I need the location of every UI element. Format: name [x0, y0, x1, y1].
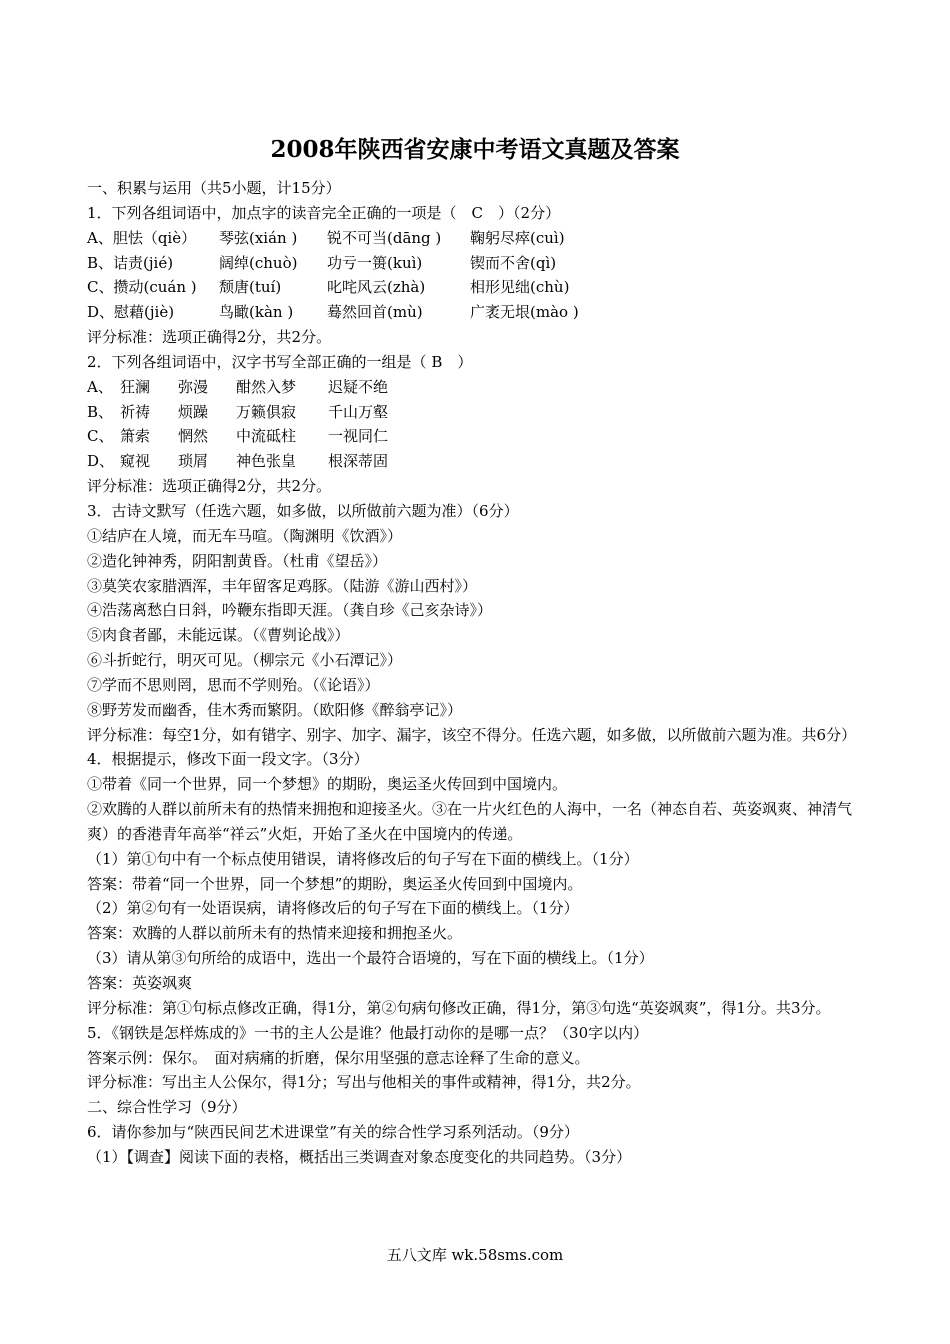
option-cell: B、诘责(jié) — [87, 253, 174, 272]
section-heading-1: 一、积累与运用（共5小题，计15分） — [87, 179, 341, 197]
poem-line: ⑤肉食者鄙，未能远谋。（《曹刿论战》） — [87, 626, 350, 645]
poem-line: ⑦学而不思则罔，思而不学则殆。（《论语》） — [87, 675, 380, 694]
option-cell: 根深蒂固 — [328, 452, 389, 471]
option-cell: 琴弦(xián ) — [219, 228, 298, 247]
option-cell: 广袤无垠(mào ) — [470, 303, 579, 322]
question-4-scoring: 评分标准：第①句标点修改正确，得1分，第②句病句修改正确，得1分，第③句选“英姿飒爽”，得1分。共3分。 — [87, 998, 831, 1017]
option-cell: 锐不可当(dāng ) — [327, 228, 442, 247]
question-2-scoring: 评分标准：选项正确得2分，共2分。 — [87, 477, 332, 496]
question-1-scoring: 评分标准：选项正确得2分，共2分。 — [87, 328, 332, 347]
question-5-stem: 5．《钢铁是怎样炼成的》一书的主人公是谁？他最打动你的是哪一点？（30字以内） — [87, 1023, 649, 1042]
option-cell: 锲而不舍(qì) — [470, 253, 557, 272]
option-cell: 琐屑 — [178, 452, 209, 471]
option-cell: 祈祷 — [120, 402, 151, 421]
poem-line: ④浩荡离愁白日斜，吟鞭东指即天涯。（龚自珍《己亥杂诗》） — [87, 601, 493, 620]
option-cell: 神色张皇 — [236, 452, 297, 471]
question-1-option-d — [87, 300, 867, 325]
question-6-stem: 6．请你参加与“陕西民间艺术进课堂”有关的综合性学习系列活动。（9分） — [87, 1123, 579, 1142]
option-letter: A、 — [87, 377, 113, 396]
option-cell: C、攒动(cuán ) — [87, 278, 197, 297]
section-heading-2: 二、综合性学习（9分） — [87, 1098, 247, 1117]
question-4-sub-3: （3）请从第③句所给的成语中，选出一个最符合语境的，写在下面的横线上。（1分） — [87, 949, 654, 968]
option-cell: 酣然入梦 — [236, 377, 297, 396]
option-cell: 中流砥柱 — [236, 427, 297, 446]
question-1-option-c — [87, 275, 867, 300]
option-cell: 窥视 — [120, 452, 151, 471]
poem-line: ⑧野芳发而幽香，佳木秀而繁阴。（欧阳修《醉翁亭记》） — [87, 700, 463, 719]
option-cell: 阔绰(chuò) — [219, 253, 298, 272]
question-4-answer-3: 答案：英姿飒爽 — [87, 974, 193, 992]
option-letter: D、 — [87, 452, 115, 471]
question-4-sub-2: （2）第②句有一处语误病，请将修改后的句子写在下面的横线上。（1分） — [87, 899, 579, 918]
question-2-option-a — [87, 375, 867, 400]
option-cell: 相形见绌(chù) — [470, 278, 570, 297]
option-cell: 功亏一篑(kuì) — [327, 253, 423, 272]
question-4-passage-2: ②欢腾的人群以前所未有的热情来拥抱和迎接圣火。③在一片火红色的人海中，一名（神态自若、英姿飒爽、神清气爽）的香港青年高举“祥云”火炬，开始了圣火在中国境内的传递。 — [87, 800, 853, 843]
question-4-sub-1: （1）第①句中有一个标点使用错误，请将修改后的句子写在下面的横线上。（1分） — [87, 849, 639, 868]
page-footer: 五八文库 wk.58sms.com — [386, 1246, 564, 1264]
option-cell: 叱咤风云(zhà) — [327, 278, 426, 297]
option-cell: 万籁俱寂 — [236, 402, 297, 421]
question-5-scoring: 评分标准：写出主人公保尔，得1分；写出与他相关的事件或精神，得1分，共2分。 — [87, 1073, 641, 1092]
question-4-stem: 4．根据提示，修改下面一段文字。（3分） — [87, 750, 369, 769]
option-cell: D、慰藉(jiè) — [87, 303, 175, 322]
question-2-option-d — [87, 449, 867, 474]
option-cell: 狂澜 — [120, 377, 151, 396]
poem-line: ①结庐在人境，而无车马喧。（陶渊明《饮酒》） — [87, 526, 403, 545]
option-cell: 鸟瞰(kàn ) — [219, 303, 294, 322]
option-cell: 箫索 — [120, 427, 151, 446]
option-cell: 惘然 — [178, 427, 209, 446]
question-3-scoring: 评分标准：每空1分，如有错字、别字、加字、漏字，该空不得分。任选六题，如多做，以所做前六题为准。共6分） — [87, 725, 857, 744]
question-4-answer-1: 答案：带着“同一个世界，同一个梦想”的期盼，奥运圣火传回到中国境内。 — [87, 874, 583, 893]
question-6-sub-1: （1）【调查】阅读下面的表格，概括出三类调查对象态度变化的共同趋势。（3分） — [87, 1147, 632, 1166]
option-cell: 颓唐(tuí) — [219, 278, 282, 297]
page-title: 2008年陕西省安康中考语文真题及答案 — [270, 136, 680, 163]
question-1-option-b — [87, 251, 867, 276]
option-letter: B、 — [87, 402, 114, 421]
option-cell: 一视同仁 — [328, 427, 389, 446]
poem-line: ⑥斗折蛇行，明灭可见。（柳宗元《小石潭记》） — [87, 651, 403, 670]
question-2-option-b — [87, 400, 867, 425]
option-cell: 蓦然回首(mù) — [327, 303, 423, 322]
question-1-stem: 1．下列各组词语中，加点字的读音完全正确的一项是（ C ）（2分） — [87, 203, 561, 222]
option-cell: 鞠躬尽瘁(cuì) — [470, 228, 565, 247]
question-4-passage-1: ①带着《同一个世界，同一个梦想》的期盼，奥运圣火传回到中国境内。 — [87, 775, 568, 794]
option-cell: 弥漫 — [178, 377, 209, 396]
question-2-option-c — [87, 424, 867, 449]
option-cell: 迟疑不绝 — [328, 377, 389, 396]
question-3-stem: 3．古诗文默写（任选六题，如多做，以所做前六题为准）（6分） — [87, 501, 519, 520]
option-cell: A、胆怯（qiè） — [87, 228, 197, 247]
question-5-answer: 答案示例：保尔。 面对病痛的折磨，保尔用坚强的意志诠释了生命的意义。 — [87, 1048, 590, 1067]
question-2-stem: 2．下列各组词语中，汉字书写全部正确的一组是（ B ） — [87, 352, 473, 371]
question-1-option-a — [87, 226, 867, 251]
document-body — [87, 176, 867, 1170]
question-4-answer-2: 答案：欢腾的人群以前所未有的热情来迎接和拥抱圣火。 — [87, 924, 463, 943]
option-letter: C、 — [87, 427, 114, 446]
option-cell: 烦躁 — [178, 402, 209, 421]
poem-line: ②造化钟神秀，阴阳割黄昏。（杜甫《望岳》） — [87, 551, 388, 570]
poem-line: ③莫笑农家腊酒浑，丰年留客足鸡豚。（陆游《游山西村》） — [87, 576, 478, 595]
option-cell: 千山万壑 — [328, 402, 389, 421]
